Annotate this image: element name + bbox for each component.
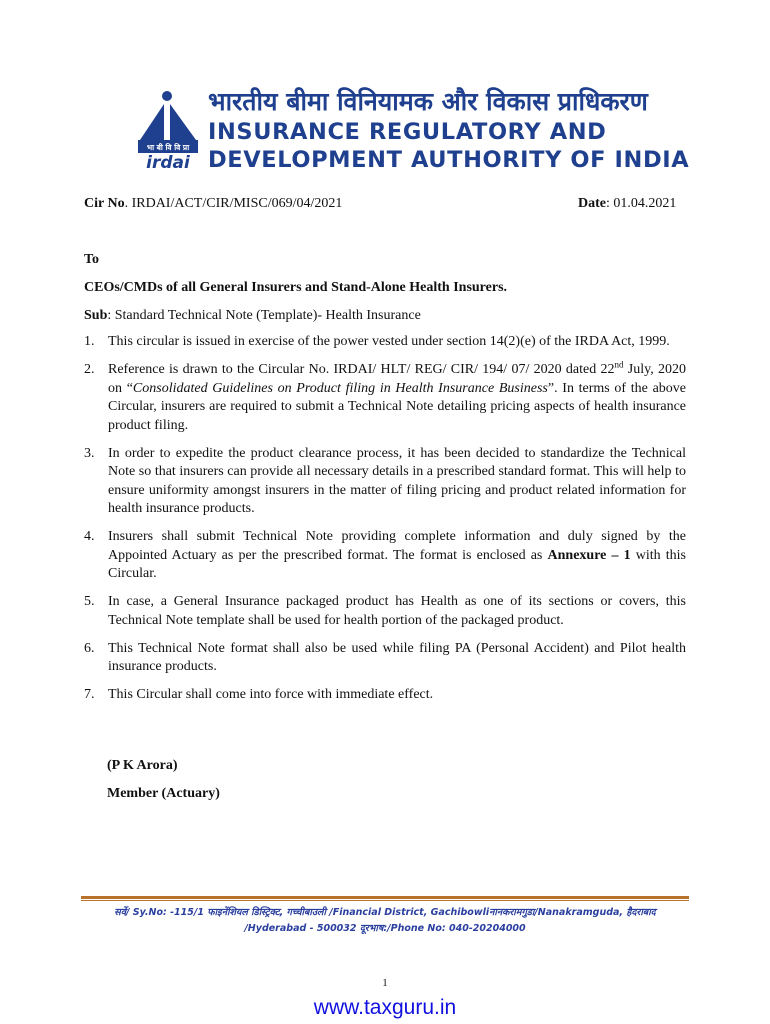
- circular-points: [84, 333, 686, 714]
- point-text-b: with this Circular.: [108, 547, 686, 581]
- point-text: This Technical Note format shall also be used while filing PA (Personal Accident) and Pilot health insurance products.: [108, 640, 686, 674]
- footer-address-line1: सर्वे/ Sy.No: -115/1 फाइनेंशियल डिस्ट्रिक्ट, गच्चीबाउली /Financial District, Gachibowliनानकरामगुडा/Nanakramguda, हैदराबाद: [114, 907, 656, 918]
- org-name-english-line1: INSURANCE REGULATORY AND: [208, 119, 607, 145]
- point-text: This Circular shall come into force with immediate effect.: [108, 687, 434, 702]
- circular-number-label: Cir No: [84, 196, 125, 211]
- irdai-logo: [134, 90, 202, 170]
- point-text-b: July, 2020 on “: [108, 362, 686, 396]
- org-name-hindi: भारतीय बीमा विनियामक और विकास प्राधिकरण: [208, 87, 648, 116]
- page-number: 1: [382, 977, 388, 989]
- point-text-a: Reference is drawn to the Circular No. IRDAI/ HLT/ REG/ CIR/ 194/ 07/ 2020 dated 22: [108, 362, 615, 377]
- org-name-english-line2: DEVELOPMENT AUTHORITY OF INDIA: [208, 147, 690, 173]
- point-number: 4.: [84, 529, 95, 544]
- point-text: This circular is issued in exercise of the power vested under section 14(2)(e) of the IRDA Act, 1999.: [108, 334, 670, 349]
- subject: [84, 308, 421, 324]
- footer-address-line2: /Hyderabad - 500032 दूरभाष:/Phone No: 040-20204000: [244, 923, 526, 934]
- point-4: [84, 528, 686, 584]
- point-7: [84, 686, 686, 705]
- point-3: [84, 445, 686, 519]
- to-label: To: [84, 252, 100, 267]
- point-text-a: Insurers shall submit Technical Note providing complete information and duly signed by the Appointed Actuary as per the prescribed format. The format is enclosed as: [108, 529, 686, 563]
- website-link[interactable]: www.taxguru.in: [313, 996, 457, 1019]
- point-number: 3.: [84, 445, 95, 461]
- point-1: [84, 333, 686, 352]
- logo-hindi-text: भा बी वि वि प्रा: [146, 143, 190, 152]
- point-number: 1.: [84, 334, 95, 349]
- footer-divider-thin: [81, 900, 689, 901]
- logo-triangle-right: [170, 104, 196, 140]
- point-text: In order to expedite the product clearance process, it has been decided to standardize the Technical Note so that insurers can provide all necessary details in a prescribed standard format. This will help to ensure uniformity amongst insurers in the matter of filing pricing and product related information for health insurance products.: [108, 445, 686, 516]
- point-number: 5.: [84, 594, 95, 609]
- annexure-reference: Annexure – 1: [547, 547, 631, 563]
- signatory-designation: Member (Actuary): [107, 786, 220, 801]
- footer-divider: [81, 896, 689, 899]
- logo-dot: [162, 91, 172, 101]
- subject-text: : Standard Technical Note (Template)- Health Insurance: [107, 308, 421, 323]
- point-italic-title: Consolidated Guidelines on Product filing in Health Insurance Business: [132, 380, 548, 396]
- point-superscript: nd: [614, 359, 624, 370]
- point-2: [84, 361, 686, 435]
- point-text: In case, a General Insurance packaged product has Health as one of its sections or covers, this Technical Note template shall be used for health portion of the packaged product.: [108, 594, 686, 628]
- circular-number: [84, 196, 342, 212]
- point-number: 2.: [84, 362, 95, 377]
- point-5: [84, 593, 686, 630]
- point-text-c: ”. In terms of the above Circular, insurers are required to submit a Technical Note detailing pricing aspects of health insurance product filing.: [108, 380, 686, 433]
- recipients: CEOs/CMDs of all General Insurers and Stand-Alone Health Insurers.: [84, 280, 508, 295]
- circular-number-value: . IRDAI/ACT/CIR/MISC/069/04/2021: [124, 196, 343, 211]
- circular-date: [578, 196, 676, 212]
- point-6: [84, 640, 686, 677]
- logo-irdai-text: irdai: [146, 153, 190, 170]
- signatory-name: (P K Arora): [107, 758, 178, 773]
- point-number: 6.: [84, 640, 95, 656]
- point-number: 7.: [84, 687, 95, 702]
- date-label: Date: [578, 196, 606, 211]
- subject-label: Sub: [84, 308, 108, 323]
- logo-triangle-left: [140, 104, 164, 140]
- date-value: : 01.04.2021: [606, 196, 677, 211]
